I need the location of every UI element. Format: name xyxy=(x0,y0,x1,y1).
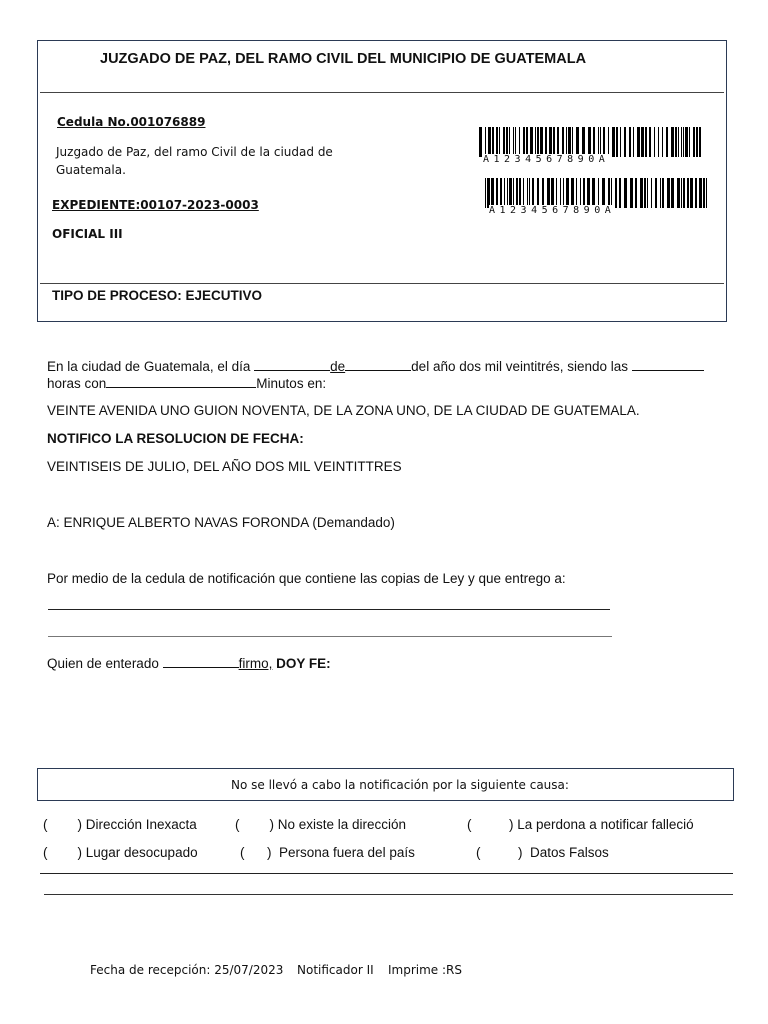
barcode-bar xyxy=(695,178,697,208)
signature-blank[interactable] xyxy=(163,655,239,668)
barcode-bar xyxy=(519,178,521,208)
barcode-bar xyxy=(624,127,626,157)
delivery-blank-line-1[interactable] xyxy=(48,609,610,610)
barcode-bar xyxy=(649,127,651,157)
barcode-1-text: A1234567890A xyxy=(483,154,610,165)
barcode-bar xyxy=(645,127,647,157)
barcode-bar xyxy=(547,178,550,208)
barcode-bar xyxy=(681,178,682,208)
barcode-bar xyxy=(532,178,534,208)
resolution-date: VEINTISEIS DE JULIO, DEL AÑO DOS MIL VEINTITTRES xyxy=(47,459,402,474)
cause-item[interactable]: ( ) Persona fuera del país xyxy=(240,845,415,860)
barcode-bar xyxy=(583,178,585,208)
cedula-number: Cedula No.001076889 xyxy=(57,115,206,129)
barcode-bar xyxy=(620,127,621,157)
court-description-line1: Juzgado de Paz, del ramo Civil de la ciudad de xyxy=(56,145,333,159)
barcode-bar xyxy=(683,178,685,208)
barcode-bar xyxy=(540,127,543,157)
barcode-bar xyxy=(629,127,631,157)
barcode-bar xyxy=(592,178,595,208)
barcode-bar xyxy=(537,127,539,157)
barcode-2 xyxy=(485,178,713,216)
header-divider-bottom xyxy=(40,283,724,284)
causes-title: No se llevó a cabo la notificación por la siguiente causa: xyxy=(231,778,569,792)
barcode-bar xyxy=(479,127,482,157)
notificador: Notificador II xyxy=(297,963,374,977)
barcode-bar xyxy=(696,127,698,157)
barcode-bar xyxy=(553,127,555,157)
barcode-bar xyxy=(507,178,508,208)
barcode-bar xyxy=(513,178,514,208)
barcode-bar xyxy=(537,178,539,208)
barcode-bar xyxy=(683,127,684,157)
barcode-bar xyxy=(496,127,498,157)
intro-line-2 xyxy=(47,375,326,391)
doy-fe: DOY FE: xyxy=(276,656,331,671)
barcode-bar xyxy=(523,127,525,157)
barcode-bar xyxy=(588,127,591,157)
expediente-number: EXPEDIENTE:00107-2023-0003 xyxy=(52,198,259,212)
barcode-bar xyxy=(600,127,601,157)
barcode-bar xyxy=(571,178,574,208)
day-blank[interactable] xyxy=(254,358,330,371)
barcode-bar xyxy=(647,178,648,208)
address: VEINTE AVENIDA UNO GUION NOVENTA, DE LA ZONA UNO, DE LA CIUDAD DE GUATEMALA. xyxy=(47,403,640,418)
barcode-bar xyxy=(671,178,674,208)
barcode-bar xyxy=(651,178,652,208)
barcode-bar xyxy=(681,127,682,157)
barcode-bar xyxy=(491,178,494,208)
barcode-bar xyxy=(644,178,646,208)
intro-de: de xyxy=(330,359,346,374)
barcode-bar xyxy=(678,127,679,157)
barcode-1 xyxy=(479,127,707,165)
barcode-bar xyxy=(616,127,618,157)
barcode-bar xyxy=(598,178,599,208)
barcode-bar xyxy=(685,127,688,157)
barcode-bar xyxy=(527,178,528,208)
barcode-bar xyxy=(608,178,610,208)
cause-item[interactable]: ( ) La perdona a notificar falleció xyxy=(467,817,694,832)
barcode-bar xyxy=(662,127,663,157)
intro-text-3: horas con xyxy=(47,376,107,391)
barcode-bar xyxy=(687,178,689,208)
barcode-bar xyxy=(560,178,561,208)
barcode-bar xyxy=(677,178,680,208)
barcode-bar xyxy=(485,127,486,157)
barcode-bar xyxy=(582,127,585,157)
barcode-bar xyxy=(641,127,644,157)
barcode-bar xyxy=(608,127,609,157)
barcode-bar xyxy=(576,127,579,157)
process-type: TIPO DE PROCESO: EJECUTIVO xyxy=(52,288,263,303)
firmo-text: firmo, xyxy=(238,656,273,671)
cause-item[interactable]: ( ) Datos Falsos xyxy=(476,845,609,860)
reception-date: Fecha de recepción: 25/07/2023 xyxy=(90,963,284,977)
intro-line-1 xyxy=(47,358,704,374)
barcode-bar xyxy=(526,127,528,157)
barcode-bar xyxy=(516,178,518,208)
barcode-bar xyxy=(576,178,577,208)
enterado-line xyxy=(47,655,331,671)
barcode-bar xyxy=(624,178,627,208)
minutes-blank[interactable] xyxy=(106,375,256,388)
barcode-bar xyxy=(535,127,536,157)
barcode-bar xyxy=(529,178,530,208)
barcode-bar xyxy=(690,178,693,208)
hours-blank[interactable] xyxy=(632,358,704,371)
barcode-bar xyxy=(675,127,677,157)
barcode-bar xyxy=(654,127,655,157)
barcode-bar xyxy=(635,178,637,208)
court-description-line2: Guatemala. xyxy=(56,163,126,177)
intro-text-2: del año dos mil veintitrés, siendo las xyxy=(411,359,632,374)
barcode-bar xyxy=(611,178,612,208)
barcode-bar xyxy=(630,178,633,208)
barcode-bar xyxy=(640,178,643,208)
intro-text-4: Minutos en: xyxy=(256,376,327,391)
barcode-bar xyxy=(602,178,605,208)
delivery-text: Por medio de la cedula de notificación que contiene las copias de Ley y que entrego a: xyxy=(47,571,566,586)
barcode-bar xyxy=(660,178,661,208)
barcode-bar xyxy=(542,178,544,208)
barcode-bar xyxy=(496,178,498,208)
barcode-bar xyxy=(666,127,668,157)
barcode-bar xyxy=(580,178,581,208)
barcode-bar xyxy=(562,127,564,157)
barcode-bar xyxy=(615,178,617,208)
header-divider-top xyxy=(40,92,724,93)
barcode-bar xyxy=(566,127,567,157)
cause-item[interactable]: ( ) Dirección Inexacta xyxy=(43,817,197,832)
barcode-bar xyxy=(662,178,664,208)
barcode-bar xyxy=(551,178,554,208)
causes-blank-line-2[interactable] xyxy=(44,894,733,895)
barcode-bar xyxy=(487,178,490,208)
barcode-bar xyxy=(572,127,573,157)
intro-text-1: En la ciudad de Guatemala, el día xyxy=(47,359,255,374)
barcode-bar xyxy=(699,127,701,157)
barcode-bar xyxy=(593,127,595,157)
barcode-bar xyxy=(488,127,491,157)
cause-item[interactable]: ( ) No existe la dirección xyxy=(235,817,407,832)
barcode-bar xyxy=(556,178,557,208)
recipient: A: ENRIQUE ALBERTO NAVAS FORONDA (Demandado) xyxy=(47,515,395,530)
barcode-bar xyxy=(689,127,690,157)
barcode-bar xyxy=(499,127,500,157)
barcode-bar xyxy=(509,178,512,208)
barcode-bar xyxy=(500,178,502,208)
barcode-bar xyxy=(504,178,505,208)
barcode-bar xyxy=(568,127,571,157)
barcode-bar xyxy=(699,178,702,208)
barcode-bar xyxy=(667,178,670,208)
barcode-bar xyxy=(509,127,510,157)
court-title: JUZGADO DE PAZ, DEL RAMO CIVIL DEL MUNICIPIO DE GUATEMALA xyxy=(100,51,587,67)
barcode-bar xyxy=(693,127,695,157)
enterado-text: Quien de enterado xyxy=(47,656,163,671)
cause-item[interactable]: ( ) Lugar desocupado xyxy=(43,845,198,860)
barcode-bar xyxy=(515,127,516,157)
imprime: Imprime :RS xyxy=(388,963,462,977)
barcode-bar xyxy=(549,127,552,157)
barcode-bar xyxy=(658,127,659,157)
barcode-bar xyxy=(506,127,508,157)
oficial-label: OFICIAL III xyxy=(52,227,123,241)
barcode-bar xyxy=(633,127,634,157)
barcode-bar xyxy=(503,127,505,157)
notify-label: NOTIFICO LA RESOLUCION DE FECHA: xyxy=(47,431,304,446)
barcode-bar xyxy=(523,178,524,208)
barcode-bar xyxy=(619,178,621,208)
barcode-bar xyxy=(603,127,605,157)
causes-blank-line-1[interactable] xyxy=(40,873,733,874)
barcode-bar xyxy=(655,178,657,208)
barcode-bar xyxy=(513,127,514,157)
barcode-bar xyxy=(492,127,494,157)
barcode-bar xyxy=(519,127,520,157)
barcode-bar xyxy=(706,178,707,208)
barcode-bar xyxy=(530,127,533,157)
barcode-bar xyxy=(612,127,615,157)
delivery-blank-line-2[interactable] xyxy=(48,636,612,637)
month-blank[interactable] xyxy=(345,358,411,371)
barcode-bar xyxy=(587,178,590,208)
barcode-bar xyxy=(637,127,640,157)
barcode-bar xyxy=(545,127,547,157)
barcode-bar xyxy=(566,178,569,208)
barcode-bar xyxy=(563,178,564,208)
barcode-bar xyxy=(671,127,674,157)
barcode-bar xyxy=(598,127,599,157)
barcode-bar xyxy=(703,178,705,208)
barcode-bar xyxy=(485,178,486,208)
barcode-bar xyxy=(557,127,559,157)
barcode-2-text: A1234567890A xyxy=(489,205,616,216)
